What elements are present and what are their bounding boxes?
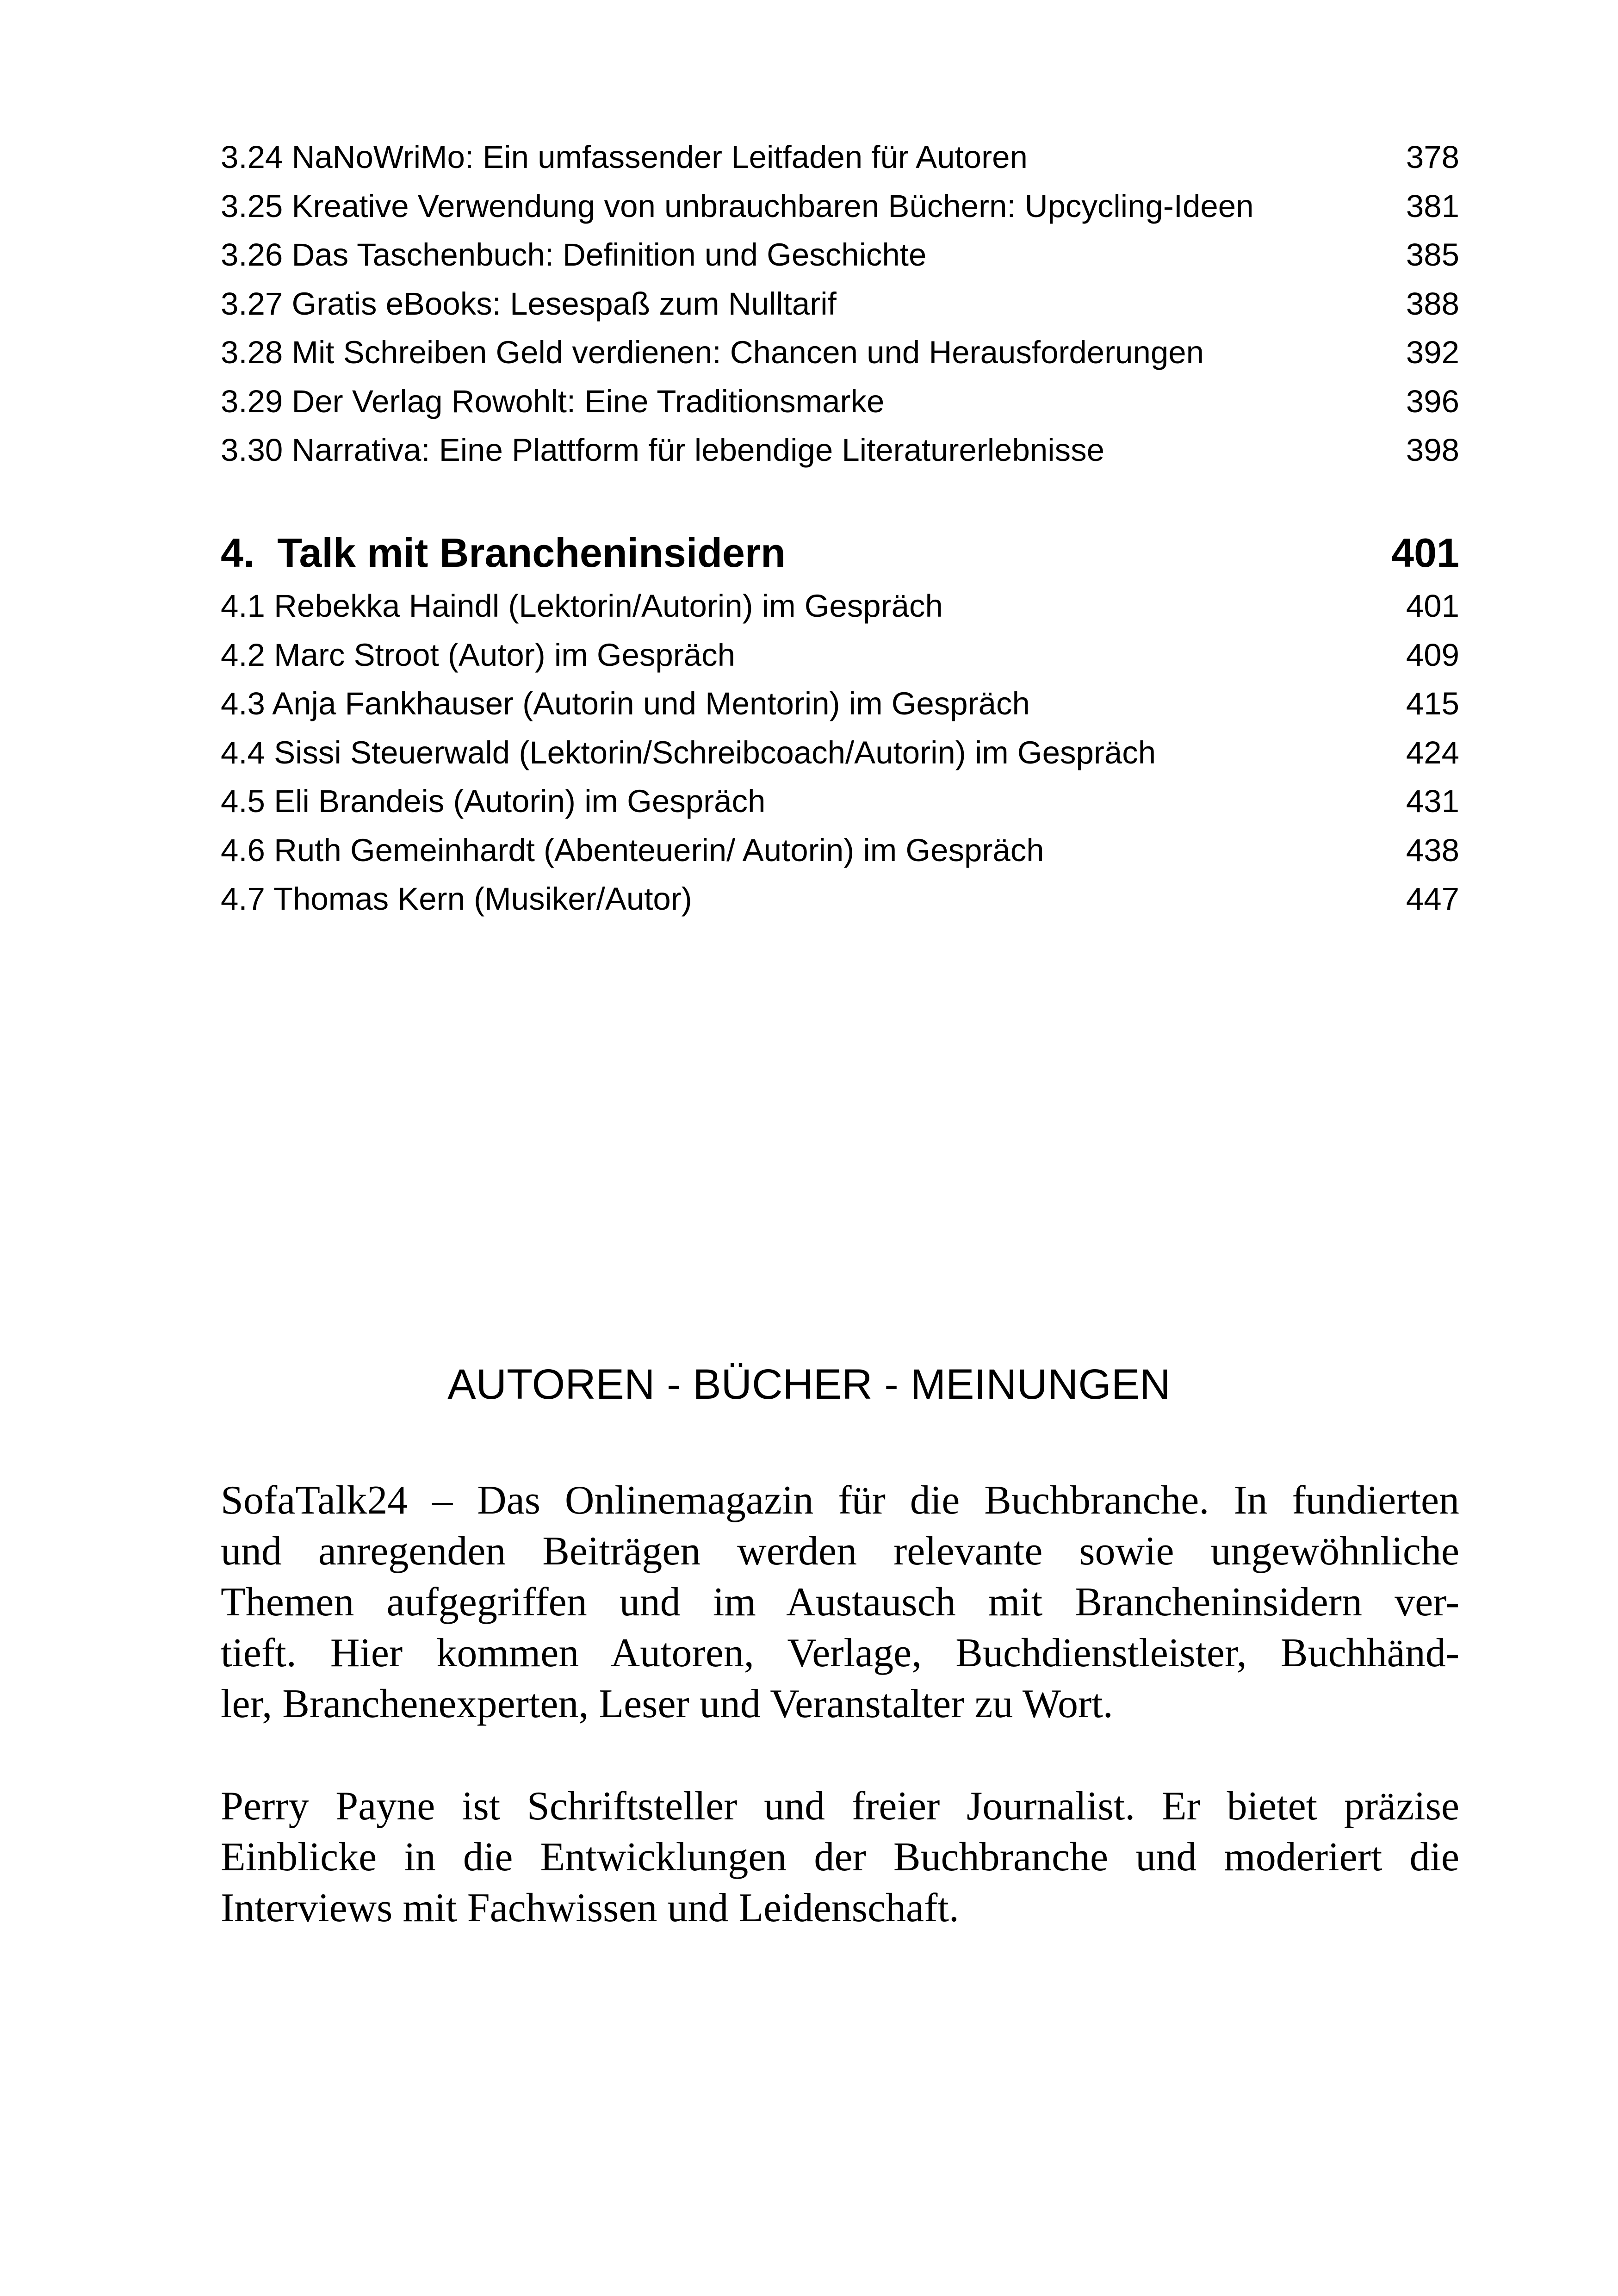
toc-entry-title: 3.27 Gratis eBooks: Lesespaß zum Nulltarif <box>221 285 837 322</box>
toc-entry-page: 438 <box>1406 832 1459 868</box>
toc-entry-title: 4.5 Eli Brandeis (Autorin) im Gespräch <box>221 783 766 819</box>
toc-entry <box>221 230 1459 279</box>
toc-entry-page: 415 <box>1406 686 1459 722</box>
text-line: Interviews mit Fachwissen und Leidenschaft. <box>221 1886 959 1930</box>
toc-entry <box>221 826 1459 875</box>
toc-entry-title: 4.6 Ruth Gemeinhardt (Abenteuerin/ Autorin) im Gespräch <box>221 832 1044 868</box>
chapter-page: 401 <box>1391 529 1459 576</box>
toc-entry-page: 392 <box>1406 335 1459 371</box>
toc-entry <box>221 728 1459 777</box>
toc-entry-title: 4.3 Anja Fankhauser (Autorin und Mentorin) im Gespräch <box>221 686 1030 722</box>
text-line: und anregenden Beiträgen werden relevante sowie ungewöhnliche <box>221 1529 1459 1574</box>
toc-entry-title: 4.2 Marc Stroot (Autor) im Gespräch <box>221 637 736 673</box>
section-heading: AUTOREN - BÜCHER - MEINUNGEN <box>447 1361 1171 1408</box>
toc-entry-page: 378 <box>1406 139 1459 175</box>
text-line: Themen aufgegriffen und im Austausch mit Brancheninsidern ver- <box>221 1580 1459 1625</box>
toc-entry <box>221 426 1459 475</box>
toc-entry-page: 385 <box>1406 237 1459 273</box>
text-line: Perry Payne ist Schriftsteller und freier Journalist. Er bietet präzise <box>221 1784 1459 1829</box>
toc-entry-page: 409 <box>1406 637 1459 673</box>
text-line: Einblicke in die Entwicklungen der Buchbranche und moderiert die <box>221 1835 1459 1880</box>
toc-entry-page: 401 <box>1406 588 1459 624</box>
toc-entry <box>221 377 1459 426</box>
text-line: ler, Branchenexperten, Leser und Veranstalter zu Wort. <box>221 1682 1113 1726</box>
toc-entry-title: 3.30 Narrativa: Eine Plattform für lebendige Literaturerlebnisse <box>221 432 1104 468</box>
chapter-heading <box>221 526 1459 579</box>
toc-entry-title: 3.29 Der Verlag Rowohlt: Eine Traditionsmarke <box>221 383 885 419</box>
toc-entry-page: 381 <box>1406 188 1459 224</box>
toc-chapter-4 <box>221 526 1459 579</box>
toc-section-4 <box>221 582 1459 924</box>
toc-section-3 <box>221 133 1459 475</box>
chapter-title: 4. Talk mit Brancheninsidern <box>221 529 786 576</box>
toc-entry <box>221 875 1459 924</box>
toc-entry <box>221 133 1459 182</box>
toc-entry-title: 3.24 NaNoWriMo: Ein umfassender Leitfaden für Autoren <box>221 139 1028 175</box>
toc-entry-title: 4.4 Sissi Steuerwald (Lektorin/Schreibcoach/Autorin) im Gespräch <box>221 734 1156 770</box>
toc-entry <box>221 582 1459 631</box>
text-line: tieft. Hier kommen Autoren, Verlage, Buchdienstleister, Buchhänd- <box>221 1631 1459 1675</box>
toc-entry <box>221 631 1459 680</box>
author-paragraph <box>221 1781 1459 1934</box>
intro-paragraph <box>221 1475 1459 1730</box>
toc-entry-title: 4.7 Thomas Kern (Musiker/Autor) <box>221 881 692 917</box>
toc-entry-title: 4.1 Rebekka Haindl (Lektorin/Autorin) im Gespräch <box>221 588 943 624</box>
text-line: SofaTalk24 – Das Onlinemagazin für die Buchbranche. In fundierten <box>221 1478 1459 1523</box>
toc-entry-page: 431 <box>1406 783 1459 819</box>
toc-entry-page: 396 <box>1406 383 1459 419</box>
toc-entry <box>221 279 1459 329</box>
toc-entry-title: 3.25 Kreative Verwendung von unbrauchbaren Büchern: Upcycling-Ideen <box>221 188 1254 224</box>
toc-entry-page: 388 <box>1406 285 1459 322</box>
toc-entry-title: 3.26 Das Taschenbuch: Definition und Geschichte <box>221 237 927 273</box>
toc-entry <box>221 679 1459 728</box>
toc-entry-page: 447 <box>1406 881 1459 917</box>
toc-entry <box>221 182 1459 231</box>
toc-entry <box>221 328 1459 377</box>
toc-entry <box>221 777 1459 826</box>
toc-entry-page: 424 <box>1406 734 1459 770</box>
toc-entry-title: 3.28 Mit Schreiben Geld verdienen: Chancen und Herausforderungen <box>221 335 1204 371</box>
toc-entry-page: 398 <box>1406 432 1459 468</box>
